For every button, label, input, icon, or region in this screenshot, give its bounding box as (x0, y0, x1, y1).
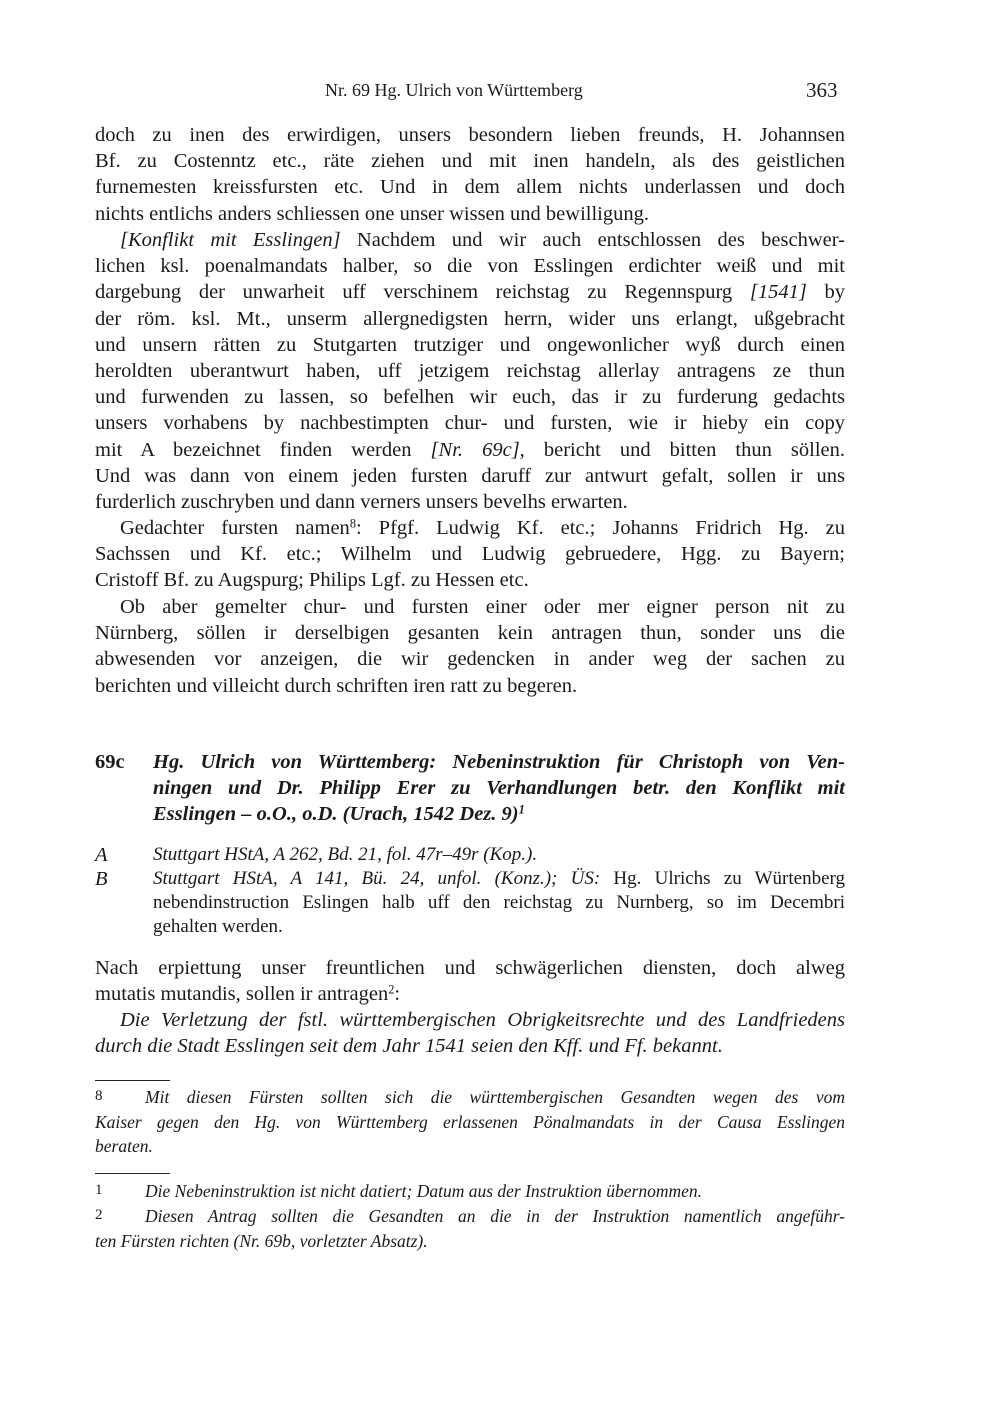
text-line (95, 384, 845, 410)
text-line (95, 201, 845, 227)
text-line (95, 489, 845, 515)
entry-number: 69c (95, 751, 125, 773)
source-entry (95, 843, 845, 867)
paragraph (95, 515, 845, 594)
text-segment: [1541] (749, 281, 807, 304)
text-segment: durch die Stadt Esslingen seit dem Jahr 1541 seien den Kff. und Ff. bekannt. (95, 1035, 723, 1058)
text-line (95, 227, 845, 253)
entry-title-line: ningen und Dr. Philipp Erer zu Verhandlungen betr. den Konflikt mit (153, 777, 845, 800)
text-line (95, 594, 845, 620)
text-line (95, 1007, 845, 1033)
text-segment: Und was dann von einem jeden fursten daruff zur antwurt gefalt, sollen ir uns (95, 464, 845, 487)
text-segment: gehalten werden. (153, 916, 283, 937)
text-line (153, 915, 845, 939)
text-segment: doch zu inen des erwirdigen, unsers besondern lieben freunds, H. Johannsen (95, 124, 845, 146)
text-line (95, 253, 845, 279)
text-segment: furnemesten kreissfursten etc. Und in dem allem nichts underlassen und doch (95, 176, 845, 199)
source-list (95, 843, 845, 939)
text-line (95, 567, 845, 593)
text-segment: Die Nebeninstruktion ist nicht datiert; Datum aus der Instruktion übernommen. (145, 1181, 703, 1201)
text-line (95, 174, 845, 200)
text-segment: ten Fürsten richten (Nr. 69b, vorletzter Absatz). (95, 1230, 428, 1251)
text-segment: unsers vorhabens by nachbestimpten chur- und fursten, wie ir hieby ein copy (95, 412, 845, 435)
text-line (95, 279, 845, 305)
text-segment: lichen ksl. poenalmandats halber, so die von Esslingen erdichter weiß und mit (95, 255, 845, 278)
text-line (95, 306, 845, 332)
source-siglum: A (95, 844, 108, 866)
text-segment: Die Verletzung der fstl. württembergischen Obrigkeitsrechte und des Landfriedens (120, 1009, 845, 1031)
text-line (95, 410, 845, 436)
text-segment: dargebung der unwarheit uff verschinem reichstag zu Regennspurg (95, 281, 750, 304)
text-line (153, 867, 845, 891)
text-segment: Nachdem und wir auch entschlossen des beschwer- (340, 229, 845, 251)
text-line (95, 673, 845, 699)
text-segment: Stuttgart HStA, A 141, Bü. 24, unfol. (Konz.); ÜS: (153, 868, 601, 889)
text-line (95, 437, 845, 463)
text-line (95, 541, 845, 567)
text-line (95, 358, 845, 384)
text-segment: Hg. Ulrichs zu Würtenberg (600, 868, 845, 889)
text-line (153, 843, 845, 867)
text-segment: nichts entlichs anders schliessen one unser wissen und bewilligung. (95, 202, 649, 225)
footnote-ref[interactable]: 1 (518, 802, 525, 817)
paragraph (95, 1007, 845, 1059)
text-segment: berichten und villeicht durch schriften iren ratt zu begeren. (95, 674, 578, 697)
text-segment: : Pfgf. Ludwig Kf. etc.; Johanns Fridrich Hg. zu (355, 517, 846, 539)
text-segment: by (806, 281, 845, 304)
text-line (95, 1110, 845, 1135)
source-entry (95, 867, 845, 939)
footnote (95, 1085, 845, 1159)
text-line (95, 1033, 845, 1059)
running-title: Nr. 69 Hg. Ulrich von Württemberg (325, 80, 583, 100)
text-segment: und unsern rätten zu Stutgarten trutziger und ongewonlicher wyß durch einen (95, 333, 845, 356)
text-line (95, 148, 845, 174)
text-segment: [Konflikt mit Esslingen] (120, 229, 341, 251)
text-line (95, 646, 845, 672)
footnote-rule (95, 1080, 170, 1081)
text-line (95, 332, 845, 358)
entry-title-line: Esslingen – o.O., o.D. (Urach, 1542 Dez. 9)$^1$ (153, 802, 525, 826)
text-segment: Kaiser gegen den Hg. von Württemberg erlassenen Pönalmandats in der Causa Esslingen (95, 1111, 845, 1132)
text-segment: , bericht und bitten thun söllen. (519, 438, 846, 461)
text-segment: Cristoff Bf. zu Augspurg; Philips Lgf. zu Hessen etc. (95, 569, 529, 592)
footnote-ref[interactable]: 2 (388, 982, 395, 997)
text-segment: der röm. ksl. Mt., unserm allergnedigsten herrn, wider uns erlangt, ußgebracht (95, 307, 845, 330)
text-segment: abwesenden vor anzeigen, die wir gedencken in ander weg der sachen zu (95, 648, 845, 671)
paragraph (95, 594, 845, 699)
text-segment: Nürnberg, söllen ir derselbigen gesanten kein antragen thun, sonder uns die (95, 622, 845, 645)
entry-title-line: Hg. Ulrich von Württemberg: Nebeninstruktion für Christoph von Ven- (153, 751, 845, 773)
text-segment: Sachssen und Kf. etc.; Wilhelm und Ludwig gebruedere, Hgg. zu Bayern; (95, 543, 845, 566)
text-segment: Gedachter fursten namen (120, 517, 350, 539)
text-segment: : (394, 983, 401, 1006)
text-line (95, 122, 845, 148)
paragraph (95, 955, 845, 1007)
text-line (95, 463, 845, 489)
text-line (95, 955, 845, 981)
text-segment: und furwenden zu lassen, so befelhen wir euch, das ir zu furderung gedachts (95, 386, 845, 409)
text-line (153, 891, 845, 915)
text-line: $^2$ Diesen Antrag sollten die Gesandten an die in der Instruktion namentlich angeführ- (95, 1206, 845, 1226)
text-segment: nebendinstruction Eslingen halb uff den reichstag zu Nurnberg, so im Decembri (153, 892, 845, 913)
text-segment: beraten. (95, 1136, 153, 1156)
page-number: 363 (806, 78, 838, 102)
paragraph (95, 122, 845, 227)
text-segment: Mit diesen Fürsten sollten sich die württembergischen Gesandten wegen des vom (145, 1087, 845, 1107)
source-siglum: B (95, 868, 108, 890)
text-segment: mutatis mutandis, sollen ir antragen (95, 983, 389, 1006)
text-line (95, 1229, 845, 1254)
text-segment: Nach erpiettung unser freuntlichen und schwägerlichen diensten, doch alweg (95, 957, 845, 979)
footnote-ref[interactable]: 8 (349, 516, 356, 531)
text-line (95, 981, 845, 1007)
text-segment: Ob aber gemelter chur- und fursten einer oder mer eigner person nit zu (120, 596, 845, 618)
text-segment: Bf. zu Costenntz etc., räte ziehen und mit inen handeln, als des geistlichen (95, 150, 845, 173)
text-line (95, 1134, 845, 1159)
footnote-rule (95, 1173, 170, 1174)
text-segment: Diesen Antrag sollten die Gesandten an die in der Instruktion namentlich angeführ- (145, 1206, 845, 1226)
text-segment: [Nr. 69c] (430, 438, 520, 461)
text-line (95, 620, 845, 646)
paragraph (95, 227, 845, 515)
footnote (95, 1179, 845, 1204)
text-line: $^1$ Die Nebeninstruktion ist nicht datiert; Datum aus der Instruktion übernommen. (95, 1181, 703, 1201)
footnote (95, 1204, 845, 1253)
text-segment: Stuttgart HStA, A 262, Bd. 21, fol. 47r–49r (Kop.). (153, 844, 538, 865)
text-line (95, 515, 845, 541)
text-segment: furderlich zuschryben und dann verners unsers bevelhs erwarten. (95, 490, 628, 513)
entry-heading (95, 749, 845, 828)
text-segment: heroldten uberantwurt haben, uff jetzigem reichstag allerlay antragens ze thun (95, 359, 845, 382)
text-line: $^8$ Mit diesen Fürsten sollten sich die württembergischen Gesandten wegen des vom (95, 1087, 845, 1107)
text-segment: mit A bezeichnet finden werden (95, 438, 431, 461)
